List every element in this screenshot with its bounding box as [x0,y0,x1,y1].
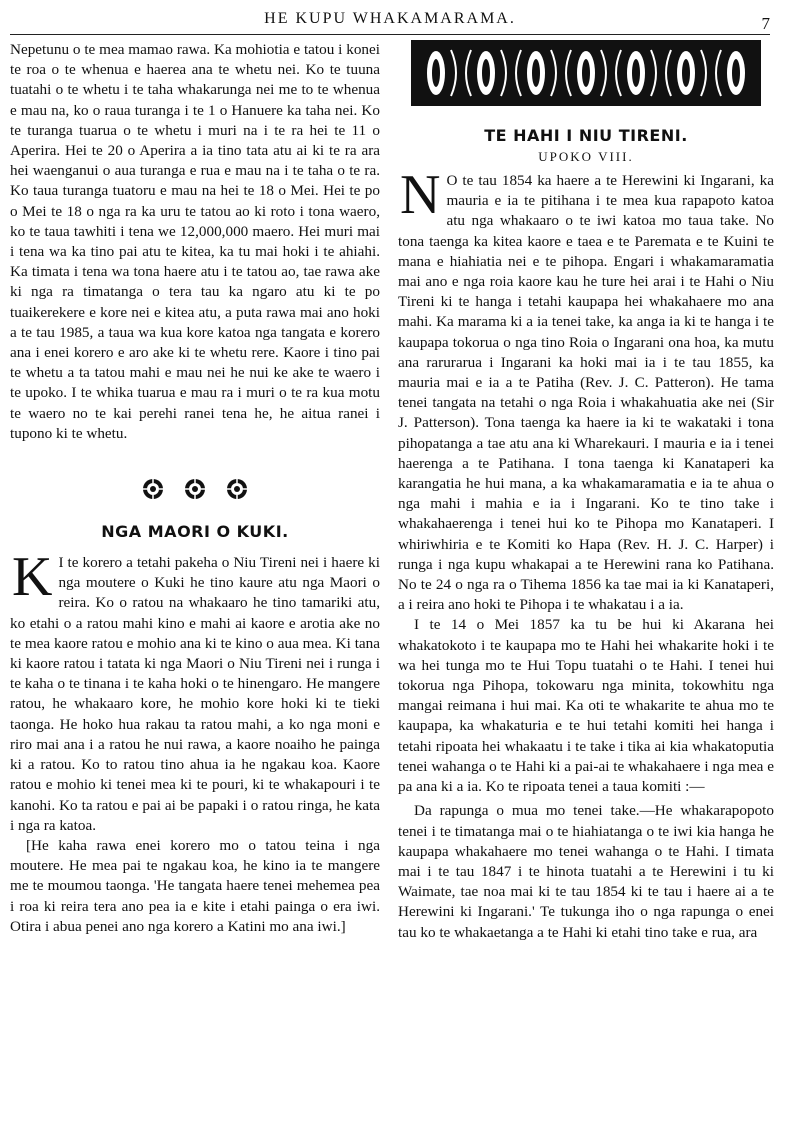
right-column [398,40,774,943]
running-header [10,4,770,35]
flower-ornament-icon [226,478,248,500]
article-paragraph-1-text: O te tau 1854 ka haere a te Herewini ki Ingarani, ka mauria e ia te pitihana i te mea kua rapapoto katoa atu nga whakaaro o te iwi katoa mo taua take. No tona taenga ka kitea kaore e taea e te Paremata e te Kuini te mana e hiahiatia nei e te pihopa. Engari i whakamaramatia mai ano e nga roia kaore kau he ture hei arai i te Hahi o Niu Tireni ki te hanga i tetahi kaupapa hei whakahaere mo ana mahi. Ka marama ki a ia tenei take, ka anga ia ki te hanga i te kaupapa tokorua o nga tino Roia o Ingarani ona hoa, ka mutu ana rarurarua i Ingarani ka hoki mai ia i te tau 1855, ka mauria mai e ia a te Patiha (Rev. J. C. Patteron). He tama tenei tangata na tetahi o nga Roia i whakahuatia ake nei (Sir J. Patterson). Tona taenga ka haere ia ki te wakataki i tona pihopatanga a tae atu ana ki Wharekauri. I mauria e ia i tenei haerenga a te Patihana. I tona taenga ki Kanataperi ka karangatia he hui mana, a ka whakamaramatia e ia te ahua o nga mahi i mahia e ia i Ingarani. Ko te tino take i whakahaerenga i tenei hui ko te Pihopa mo Kanataperi. I whiriwhiria e te Komiti ko Hapa (Rev. H. J. C. Harper) i runga i nga kupu whakapai a te Herewini rana ko Patihana. No te 24 o nga ra o Tihema 1856 ka tae mai ia ki Kanataperi, a i reira ano hoki te Pihopa i te whakatau i a ia. [398,172,774,614]
flower-ornaments [10,478,380,500]
dropcap: K [12,546,53,609]
chapter-label: UPOKO VIII. [538,149,634,164]
article-paragraph-3: Da rapunga o mua mo tenei take.—He whakarapopoto tenei i te timatanga mai o te hiahiatanga o te iwi kia hanga he kaupapa whakahaere mo tenei wahanga o te Hahi. I timata mai i te tau 1847 i te hinota tuatahi a te Herewini i tu ki Waimate, tae noa mai ki te tau 1854 ki te tau i haere ai a te Herewini ki Ingarani.' Te tukunga iho o nga rapunga o enei tau ko te whakaetanga a te Hahi ki etahi tino take e rua, ara [398,802,774,941]
section-paragraph [10,546,380,836]
flower-ornament-icon [142,478,164,500]
section-paragraph-text: I te korero a tetahi pakeha o Niu Tireni nei i haere ki nga moutere o Kuki he tino kaure atu nga Maori o reira. Ko o ratou na whakaaro he tino tamariki atu, ko etahi o a ratou mahi kino e mahi ai kaore e arotia ake no te mea kaore ratou e mohio ana ki te kino o aua mea. Ki tana ki kaore ratou i tatata ki nga Maori o Niu Tireni nei i runga i te kaha o te tinana i te kaha hoki o te hinengaro. He mangere ratou, he whakaaro kore, he mohio kore hoki ki te tieki taonga. He hoko hua rakau ta ratou mahi, a ko nga moni e riro mai ana i a ratou he nui rawa, a kaore noaiho he painga ki a ratou. Ko to ratou tino ahua ia he ngakau koa. Kaore ratou e mohio ki tenei mea ki te pouri, ki te whakapouri i te kanohi. Ko ta ratou e pai ai be papaki i o ratou ringa, he kata i nga ra katoa. [10,554,380,834]
section-paragraph-2: [He kaha rawa enei korero mo o tatou teina i nga moutere. He mea pai te ngakau koa, he kino ia te mangere me te moumou taonga. 'He tangata haere tenei mehemea pea i roa ki reira tera ano pea ia e kite i etahi painga o era iwi. Otira i abua penei ano nga korero a Katini mo ana iwi.] [10,836,380,935]
section-title: NGA MAORI O KUKI. [101,522,289,542]
dropcap: N [400,164,441,226]
flower-ornament-icon [184,478,206,500]
article-title: TE HAHI I NIU TIRENI. [484,126,688,145]
intro-paragraph: Nepetunu o te mea mamao rawa. Ka mohiotia e tatou i konei te roa o te whenua e haerea ana te whetu nei. Ko te tuuna tuatahi o te whetu i te taha whakarunga nei me to te whenua e mau na, ko o raua turanga i te 1 o Hanuere ka taha nei. Ko te turanga tuarua o te whetu i muri na i te ra hei te 11 o Aperira. Hei te 20 o Aperira a ia tino tata atu ai ki te ra ara hei waenganui o aua turanga e rua e mau na i te taha o te ra. Ko taua turanga tuatoru e mau na hei te 18 o Mei. Hei te po o Mei te 18 o nga ra ka uru te tatou ao ki roto i tona waero, ko te taua tawhiti i tena we 12,000,000 maero. Hei muri mai i tena wa ka tino pai atu te kitea, ka tu mai hoki i te ahiahi. Ka timata i tena wa tona haere atu i te tatou ao, tae rawa ake ki nga ra timatanga o tera tau ka ngaro atu ki te po tuaikerekere e kore nei e kitea atu, a puta rawa mai ano hoki a te tau 1985, a taua wa kua kore katoa nga tangata e korero ana i enei korero e aro ake ki te whetu rere. Kaore i tino pai te whetu a ta tatou mahi e mau nei he nui ke ake te waero i te upoko. I te whika tuarua e mau ra i muri o te ra kua motu te waero no te kai perehi ranei tena he, he aitua ranei i tupono ki te whetu. [10,41,380,442]
left-column [10,40,380,937]
decorative-banner-icon [411,40,761,106]
running-title: HE KUPU WHAKAMARAMA. [264,10,516,27]
article-paragraph-2: I te 14 o Mei 1857 ka tu be hui ki Akarana hei whakatokoto i te kaupapa mo te Hahi hei whakarite hoki i te wa hei tunga mo te Hui Topu tuatahi o te Hahi. I tenei hui tokorua nga Pihopa, tokowaru nga minita, tokowhitu nga mangai reimana i hui mai. Ka oti te whakarite te ahua mo te kaupapa, ka whakaturia e te hui tetahi komiti hei hanga i tetahi ripoata hei whakaatu i te take i tika ai kia whakatoputia tenei wahanga o te Hahi ki a pai-ai te whakahaere i nga mea e pa ana ki a ia. Ko te ripoata tenei a taua komiti :— [398,616,774,796]
page-number: 7 [761,14,770,33]
article-paragraph-1 [398,164,774,615]
